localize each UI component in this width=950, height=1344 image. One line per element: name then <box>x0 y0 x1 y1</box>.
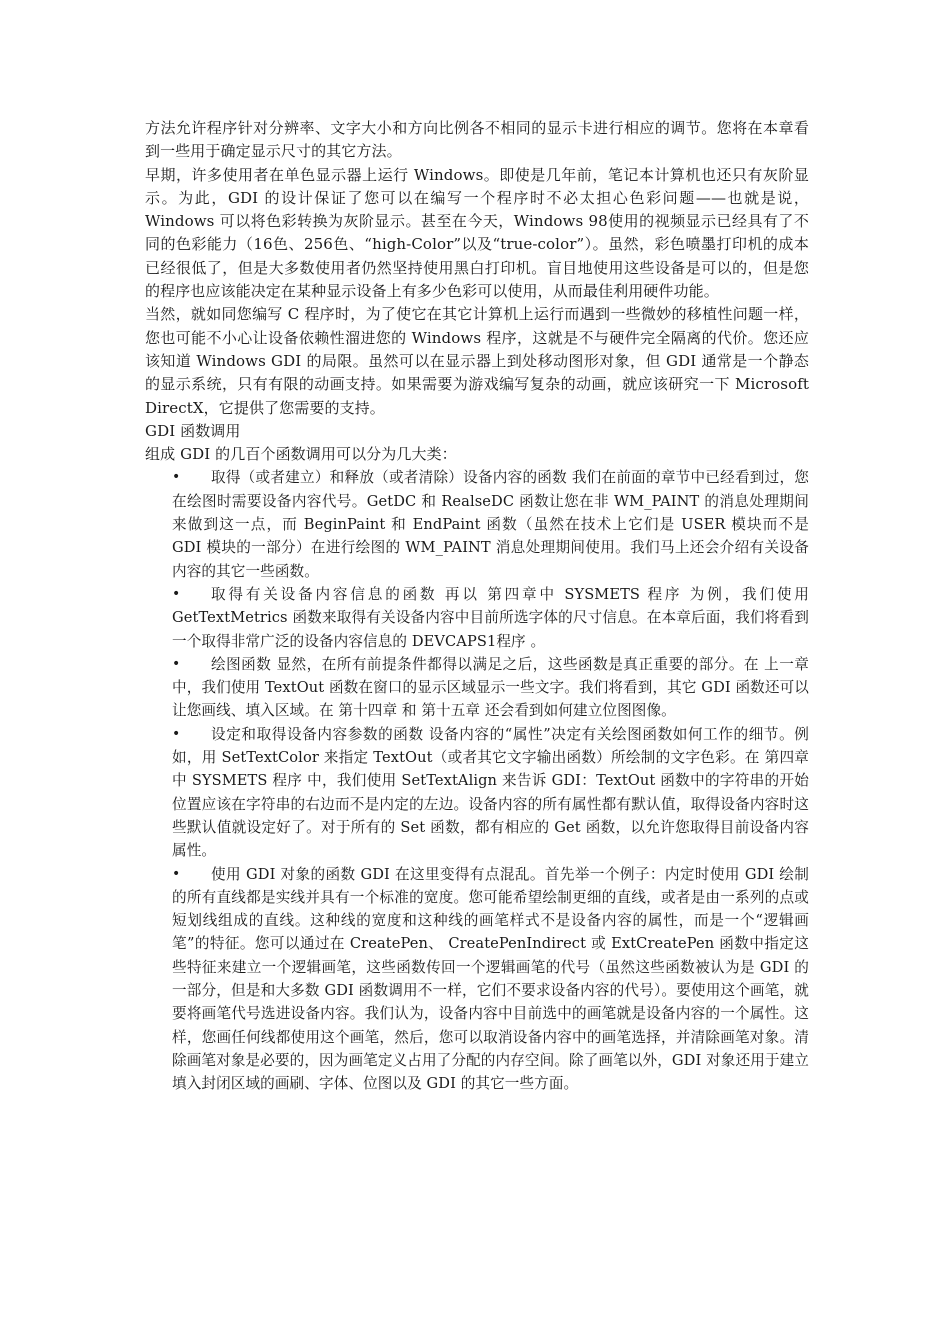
list-item <box>172 653 809 723</box>
bullet-icon: • <box>172 725 181 742</box>
document-page <box>145 117 809 1095</box>
list-item-text: 取得有关设备内容信息的函数 再以 第四章中 SYSMETS 程序 为例，我们使用 GetTextMetrics 函数来取得有关设备内容中目前所选字体的尺寸信息。在本章后面，我们将看到一个取得非常广泛的设备内容信息的 DEVCAPS1程序 。 <box>172 585 809 650</box>
paragraph-display-methods: 方法允许程序针对分辨率、文字大小和方向比例各不相同的显示卡进行相应的调节。您将在本章看到一些用于确定显示尺寸的其它方法。 <box>145 119 809 161</box>
paragraph-color-history: 早期，许多使用者在单色显示器上运行 Windows。即使是几年前，笔记本计算机也还只有灰阶显示。为此，GDI 的设计保证了您可以在编写一个程序时不必太担心色彩问题——也就是说，Windows 可以将色彩转换为灰阶显示。甚至在今天，Windows 98使用的视频显示已经具有了不同的色彩能力（16色、256色、“high-Color”以及“true-color”）。虽然，彩色喷墨打印机的成本已经很低了，但是大多数使用者仍然坚持使用黑白打印机。盲目地使用这些设备是可以的，但是您的程序也应该能决定在某种显示设备上有多少色彩可以使用，从而最佳利用硬件功能。 <box>145 165 809 301</box>
section-heading: GDI 函数调用 <box>145 421 241 440</box>
list-item-text: 使用 GDI 对象的函数 GDI 在这里变得有点混乱。首先举一个例子：内定时使用 GDI 绘制的所有直线都是实线并具有一个标准的宽度。您可能希望绘制更细的直线，或者是由一系列的点或短划线组成的直线。这种线的宽度和这种线的画笔样式不是设备内容的属性，而是一个“逻辑画笔”的特征。您可以通过在 CreatePen、 CreatePenIndirect 或 ExtCreatePen 函数中指定这些特征来建立一个逻辑画笔，这些函数传回一个逻辑画笔的代号（虽然这些函数被认为是 GDI 的一部分，但是和大多数 GDI 函数调用不一样，它们不要求设备内容的代号）。要使用这个画笔，就要将画笔代号选进设备内容。我们认为，设备内容中目前选中的画笔就是设备内容的一个属性。这样，您画任何线都使用这个画笔，然后，您可以取消设备内容中的画笔选择，并清除画笔对象。清除画笔对象是必要的，因为画笔定义占用了分配的内存空间。除了画笔以外，GDI 对象还用于建立填入封闭区域的画刷、字体、位图以及 GDI 的其它一些方面。 <box>172 865 809 1093</box>
list-item-text: 取得（或者建立）和释放（或者清除）设备内容的函数 我们在前面的章节中已经看到过，您在绘图时需要设备内容代号。GetDC 和 RealseDC 函数让您在非 WM_PAINT 的消息处理期间来做到这一点，而 BeginPaint 和 EndPaint 函数（虽然在技术上它们是 USER 模块而不是 GDI 模块的一部分）在进行绘图的 WM_PAINT 消息处理期间使用。我们马上还会介绍有关设备内容的其它一些函数。 <box>172 469 809 580</box>
bullet-icon: • <box>172 585 181 602</box>
list-item <box>172 723 809 863</box>
gdi-function-categories-list <box>145 466 809 1095</box>
paragraph-device-dependency: 当然，就如同您编写 C 程序时，为了使它在其它计算机上运行而遇到一些微妙的移植性问题一样，您也可能不小心让设备依赖性溜进您的 Windows 程序，这就是不与硬件完全隔离的代价。您还应该知道 Windows GDI 的局限。虽然可以在显示器上到处移动图形对象，但 GDI 通常是一个静态的显示系统，只有有限的动画支持。如果需要为游戏编写复杂的动画，就应该研究一下 Microsoft DirectX，它提供了您需要的支持。 <box>145 305 809 417</box>
section-intro: 组成 GDI 的几百个函数调用可以分为几大类： <box>145 445 457 464</box>
list-item-text: 设定和取得设备内容参数的函数 设备内容的“属性”决定有关绘图函数如何工作的细节。例如，用 SetTextColor 来指定 TextOut（或者其它文字输出函数）所绘制的文字色彩。在 第四章中 SYSMETS 程序 中，我们使用 SetTextAlign 来告诉 GDI：TextOut 函数中的字符串的开始位置应该在字符串的右边而不是内定的左边。设备内容的所有属性都有默认值，取得设备内容时这些默认值就设定好了。对于所有的 Set 函数，都有相应的 Get 函数，以允许您取得目前设备内容属性。 <box>172 725 809 860</box>
list-item <box>172 466 809 582</box>
list-item-text: 绘图函数 显然，在所有前提条件都得以满足之后，这些函数是真正重要的部分。在 上一章 中，我们使用 TextOut 函数在窗口的显示区域显示一些文字。我们将看到，其它 GDI 函数还可以让您画线、填入区域。在 第十四章 和 第十五章 还会看到如何建立位图图像。 <box>172 655 809 720</box>
list-item <box>172 863 809 1096</box>
list-item <box>172 583 809 653</box>
bullet-icon: • <box>172 469 181 486</box>
bullet-icon: • <box>172 865 181 882</box>
bullet-icon: • <box>172 655 181 672</box>
